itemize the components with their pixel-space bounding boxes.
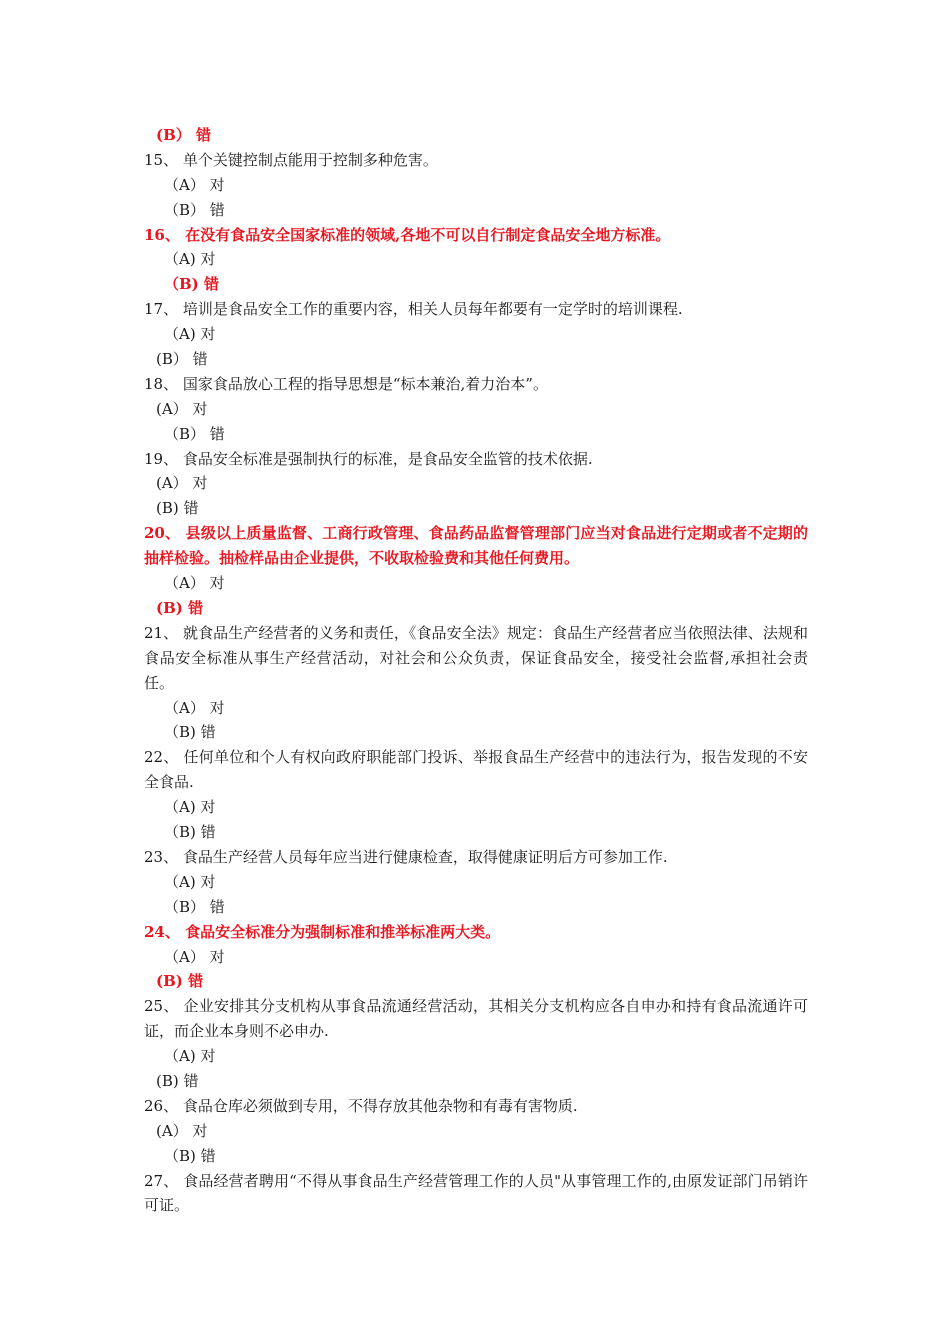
question-text: 25、 企业安排其分支机构从事食品流通经营活动，其相关分支机构应各自申办和持有食品流通许可证，而企业本身则不必申办. xyxy=(144,997,808,1041)
question-text: 19、 食品安全标准是强制执行的标准，是食品安全监管的技术依据. xyxy=(144,449,593,468)
answer-option: （A） 对 xyxy=(164,175,225,194)
answer-option: （A） 对 xyxy=(164,947,225,966)
answer-option: （A) 对 xyxy=(164,798,216,817)
answer-option: （A) 对 xyxy=(164,872,216,891)
answer-option: （B） 错 xyxy=(164,897,225,916)
answer-option: （B) 错 xyxy=(164,823,216,842)
question-text: 24、 食品安全标准分为强制标准和推举标准两大类。 xyxy=(144,922,501,941)
question-text: 16、 在没有食品安全国家标准的领域,各地不可以自行制定食品安全地方标准。 xyxy=(144,225,671,244)
question-text: 22、 任何单位和个人有权向政府职能部门投诉、举报食品生产经营中的违法行为，报告发现的不安全食品. xyxy=(144,748,808,792)
answer-option: （B) 错 xyxy=(164,275,219,294)
answer-option: (B） 错 xyxy=(156,350,208,369)
answer-option: (A） 对 xyxy=(156,1121,208,1140)
answer-option: （A) 对 xyxy=(164,325,216,344)
answer-option: (B) 错 xyxy=(156,972,204,991)
answer-option: （A) 对 xyxy=(164,1047,216,1066)
question-text: 17、 培训是食品安全工作的重要内容，相关人员每年都要有一定学时的培训课程. xyxy=(144,300,683,319)
question-text: 27、 食品经营者聘用“不得从事食品生产经营管理工作的人员"从事管理工作的,由原发证部门吊销许可证。 xyxy=(144,1171,808,1215)
answer-option: （A) 对 xyxy=(164,250,216,269)
answer-option: （B) 错 xyxy=(164,1146,216,1165)
question-text: 20、 县级以上质量监督、工商行政管理、食品药品监督管理部门应当对食品进行定期或者不定期的抽样检验。抽检样品由企业提供，不收取检验费和其他任何费用。 xyxy=(144,524,808,568)
answer-option: （A） 对 xyxy=(164,698,225,717)
answer-option: (B) 错 xyxy=(156,598,204,617)
question-text: 21、 就食品生产经营者的义务和责任，《食品安全法》规定：食品生产经营者应当依照法律、法规和食品安全标准从事生产经营活动，对社会和公众负责，保证食品安全，接受社会监督,承担社会责任。 xyxy=(144,623,808,692)
answer-option: (B) 错 xyxy=(156,499,199,518)
answer-option: （B） 错 xyxy=(164,424,225,443)
answer-option: (B） 错 xyxy=(156,126,211,144)
question-text: 18、 国家食品放心工程的指导思想是“标本兼治,着力治本”。 xyxy=(144,374,548,393)
answer-option: (B) 错 xyxy=(156,1071,199,1090)
answer-option: （B） 错 xyxy=(164,200,225,219)
question-text: 15、 单个关键控制点能用于控制多种危害。 xyxy=(144,150,438,169)
answer-option: (A） 对 xyxy=(156,474,208,493)
question-text: 26、 食品仓库必须做到专用，不得存放其他杂物和有毒有害物质. xyxy=(144,1096,578,1115)
answer-option: （B) 错 xyxy=(164,723,216,742)
question-text: 23、 食品生产经营人员每年应当进行健康检查，取得健康证明后方可参加工作. xyxy=(144,847,668,866)
answer-option: (A） 对 xyxy=(156,399,208,418)
document-body xyxy=(144,123,808,1218)
answer-option: （A） 对 xyxy=(164,574,225,593)
